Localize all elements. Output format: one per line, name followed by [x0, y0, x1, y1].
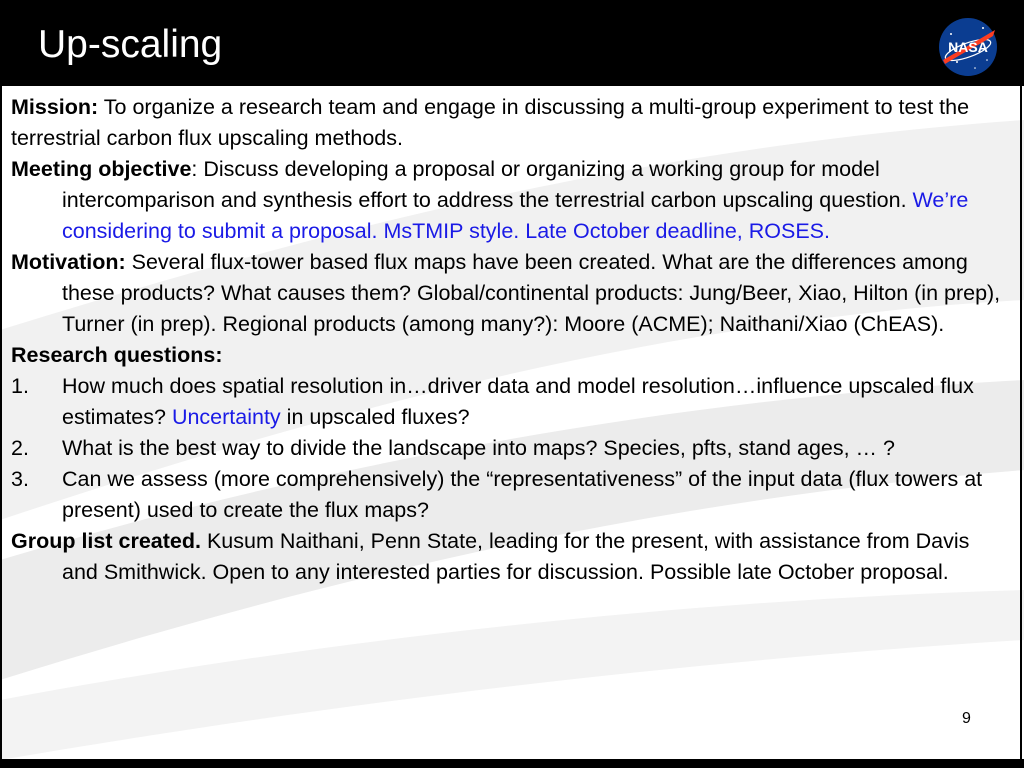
motivation-text: Several flux-tower based flux maps have been created. What are the differences among these products? What causes them? Global/continental products: Jung/Beer, Xiao, Hilton (in prep), Turner (in prep). Regional products (among many?): Moore (ACME); Naithani/Xiao (ChEAS).: [62, 250, 1001, 336]
group-list-text: Kusum Naithani, Penn State, leading for the present, with assistance from Davis and Smithwick. Open to any interested parties for discussion. Possible late October proposal.: [62, 529, 970, 584]
research-question-number: 1.: [11, 374, 29, 398]
motivation-paragraph: [11, 247, 1011, 340]
group-list-paragraph: [11, 526, 1011, 588]
motivation-label: Motivation:: [11, 250, 126, 274]
research-question-text: How much does spatial resolution in…driver data and model resolution…influence upscaled flux estimates?: [62, 374, 974, 429]
research-questions-label: Research questions:: [11, 343, 223, 367]
research-question-highlight: Uncertainty: [171, 405, 281, 429]
group-list-label: Group list created.: [11, 529, 201, 553]
meeting-objective-highlight: We’re considering to submit a proposal. MsTMIP style. Late October deadline, ROSES.: [62, 188, 969, 243]
mission-paragraph: [11, 92, 1011, 154]
mission-label: Mission:: [11, 95, 99, 119]
nasa-logo-text: NASA: [948, 39, 988, 55]
page-number: 9: [962, 710, 971, 727]
header-bar: [0, 0, 1024, 86]
research-question-1: [11, 371, 1011, 433]
research-question-text-after: in upscaled fluxes?: [280, 405, 470, 429]
bottom-bar: [0, 759, 1024, 768]
meeting-objective-label: Meeting objective: [11, 157, 192, 181]
research-questions-heading: [11, 340, 1011, 371]
research-question-number: 3.: [11, 467, 29, 491]
meeting-objective-paragraph: [11, 154, 1011, 247]
research-question-text: Can we assess (more comprehensively) the “representativeness” of the input data (flux towers at present) used to create the flux maps?: [62, 467, 983, 522]
research-question-3: [11, 464, 1011, 526]
slide-title: Up-scaling: [38, 23, 223, 66]
mission-text: To organize a research team and engage in discussing a multi-group experiment to test the terrestrial carbon flux upscaling methods.: [11, 95, 970, 150]
meeting-objective-text: : Discuss developing a proposal or organizing a working group for model intercomparison and synthesis effort to address the terrestrial carbon upscaling question.: [62, 157, 913, 212]
nasa-logo: [937, 16, 999, 78]
research-question-2: [11, 433, 1011, 464]
research-question-number: 2.: [11, 436, 29, 460]
research-question-text: What is the best way to divide the landscape into maps? Species, pfts, stand ages, … ?: [62, 436, 895, 460]
slide-content: [11, 92, 1011, 588]
